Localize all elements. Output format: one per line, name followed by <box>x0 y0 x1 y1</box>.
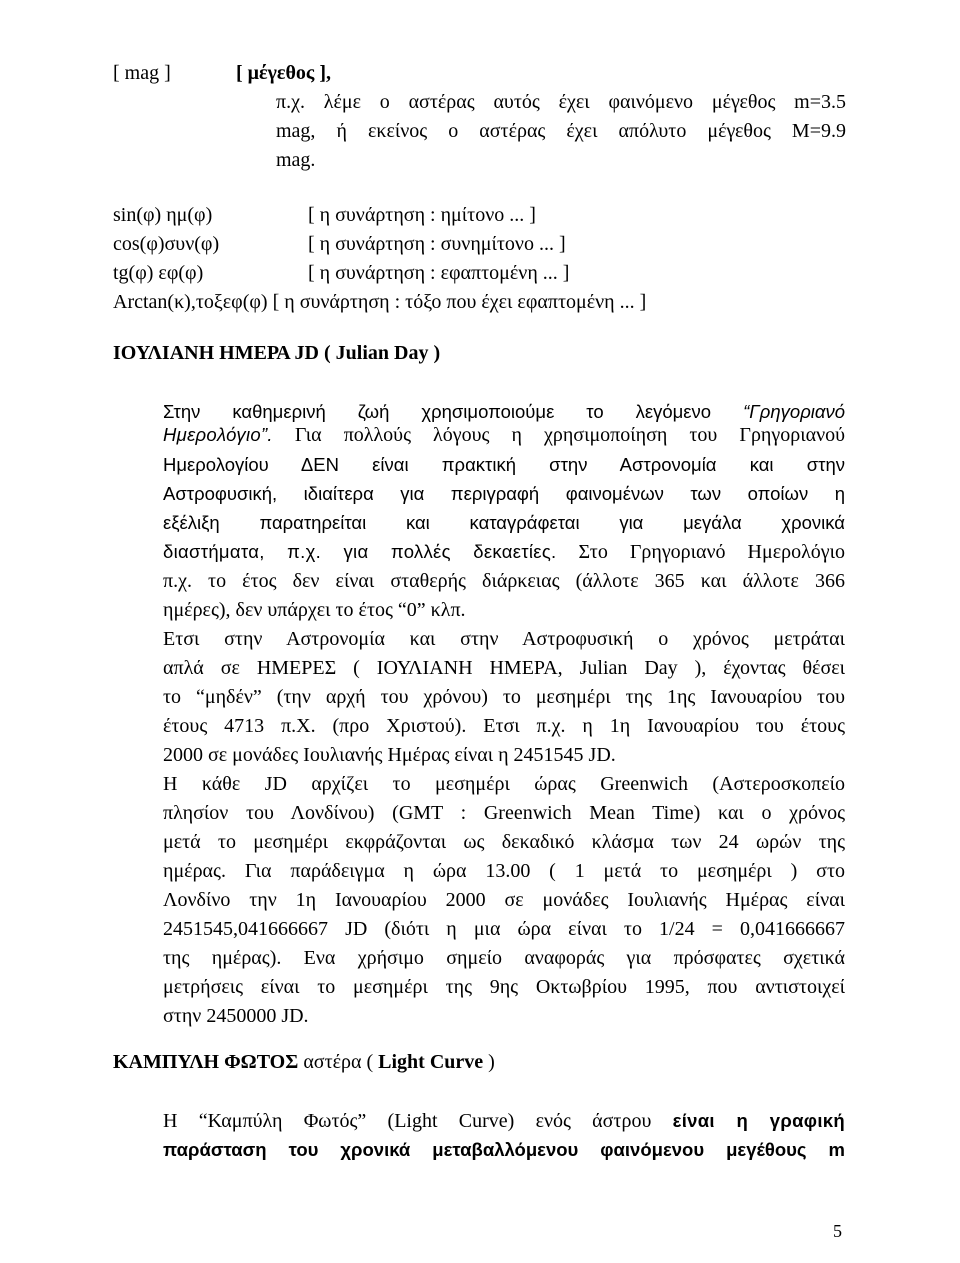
lightcurve-line-2: παράσταση του χρονικά μεταβαλλόμενου φαινόμενου μεγέθους m <box>163 1139 845 1160</box>
julian-p1-line-4: Αστροφυσική, ιδιαίτερα για περιγραφή φαινομένων των οποίων η <box>163 483 845 504</box>
mag-term: [ μέγεθος ], <box>236 62 331 84</box>
julian-p2-line-2: απλά σε ΗΜΕΡΕΣ ( ΙΟΥΛΙΑΝΗ ΗΜΕΡΑ, Julian Day ), έχοντας θέσει <box>163 657 845 679</box>
func-sin-name: sin(φ) ημ(φ) <box>113 204 213 226</box>
julian-p1-l6-text: Στο Γρηγοριανό Ημερολόγιο <box>578 541 846 563</box>
lightcurve-heading <box>113 1051 495 1074</box>
lightcurve-heading-text: αστέρα ( <box>303 1051 374 1073</box>
lightcurve-heading-term: Light Curve <box>378 1051 484 1073</box>
page-number: 5 <box>833 1221 842 1241</box>
func-cos-desc: [ η συνάρτηση : συνημίτονο ... ] <box>308 233 566 255</box>
lightcurve-l1-text: Η “Καμπύλη Φωτός” (Light Curve) ενός άστρου <box>163 1110 652 1132</box>
lightcurve-heading-bold: ΚΑΜΠΥΛΗ ΦΩΤΟΣ <box>113 1051 299 1073</box>
mag-label: [ mag ] <box>113 62 171 84</box>
julian-p3-line-5: Λονδίνο την 1η Ιανουαρίου 2000 σε μονάδες Ιουλιανής Ημέρας είναι <box>163 889 845 911</box>
julian-p3-line-6: 2451545,041666667 JD (διότι η μια ώρα είναι το 1/24 = 0,041666667 <box>163 918 845 940</box>
julian-p3-line-1: Η κάθε JD αρχίζει το μεσημέρι ώρας Greenwich (Αστεροσκοπείο <box>163 773 845 795</box>
mag-line-2: mag, ή εκείνος ο αστέρας έχει απόλυτο μέγεθος M=9.9 <box>276 120 846 142</box>
func-sin-desc: [ η συνάρτηση : ημίτονο ... ] <box>308 204 536 226</box>
julian-p3-line-3: μετά το μεσημέρι εκφράζονται ως δεκαδικό κλάσμα των 24 ωρών της <box>163 831 845 853</box>
func-arctan: Arctan(κ),τοξεφ(φ) [ η συνάρτηση : τόξο που έχει εφαπτομένη ... ] <box>113 291 647 313</box>
mag-line-1: π.χ. λέμε ο αστέρας αυτός έχει φαινόμενο μέγεθος m=3.5 <box>276 91 846 113</box>
julian-p3-line-4: ημέρας. Για παράδειγμα η ώρα 13.00 ( 1 μετά το μεσημέρι ) στο <box>163 860 845 882</box>
julian-p2-line-4: έτους 4713 π.Χ. (προ Χριστού). Ετσι π.χ. η 1η Ιανουαρίου του έτους <box>163 715 845 737</box>
julian-p1-l1-text: Στην καθημερινή ζωή χρησιμοποιούμε το λεγόμενο <box>163 401 712 422</box>
julian-p1-l2-text: Για πολλούς λόγους η χρησιμοποίηση του Γρηγοριανού <box>294 424 846 446</box>
julian-p1-line-8: ημέρες), δεν υπάρχει το έτος “0” κλπ. <box>163 599 466 621</box>
julian-p1-line-7: π.χ. το έτος δεν είναι σταθερής διάρκειας (άλλοτε 365 και άλλοτε 366 <box>163 570 845 592</box>
julian-p1-l1-italic: “Γρηγοριανό <box>743 401 845 422</box>
julian-p3-line-9: στην 2450000 JD. <box>163 1005 309 1027</box>
julian-p2-line-3: το “μηδέν” (την αρχή του χρόνου) το μεσημέρι της 1ης Ιανουαρίου του <box>163 686 845 708</box>
julian-p1-line-3: Ημερολογίου ΔΕΝ είναι πρακτική στην Αστρονομία και στην <box>163 454 845 475</box>
lightcurve-heading-close: ) <box>488 1051 495 1073</box>
func-tg-desc: [ η συνάρτηση : εφαπτομένη ... ] <box>308 262 570 284</box>
julian-p2-line-5: 2000 σε μονάδες Ιουλιανής Ημέρας είναι η 2451545 JD. <box>163 744 616 766</box>
julian-p1-l2-italic: Ημερολόγιο”. <box>163 424 273 445</box>
lightcurve-line-1 <box>163 1106 845 1136</box>
lightcurve-l1-bold: είναι η γραφική <box>672 1110 845 1131</box>
julian-p3-line-8: μετρήσεις είναι το μεσημέρι της 9ης Οκτωβρίου 1995, που αντιστοιχεί <box>163 976 845 998</box>
func-cos-name: cos(φ)συν(φ) <box>113 233 220 255</box>
julian-p1-l6-sans: διαστήματα, π.χ. για πολλές δεκαετίες. <box>163 541 557 562</box>
func-tg-name: tg(φ) εφ(φ) <box>113 262 204 284</box>
julian-p3-line-7: της ημέρας). Ενα χρήσιμο σημείο αναφοράς για πρόσφατες σχετικά <box>163 947 845 969</box>
mag-line-3: mag. <box>276 149 316 171</box>
julian-p1-line-5: εξέλιξη παρατηρείται και καταγράφεται για μεγάλα χρονικά <box>163 512 845 533</box>
julian-p3-line-2: πλησίον του Λονδίνου) (GMT : Greenwich Mean Time) και ο χρόνος <box>163 802 845 824</box>
julian-p1-line-2 <box>163 420 845 450</box>
julian-p2-line-1: Ετσι στην Αστρονομία και στην Αστροφυσική ο χρόνος μετράται <box>163 628 845 650</box>
julian-heading: ΙΟΥΛΙΑΝΗ ΗΜΕΡΑ JD ( Julian Day ) <box>113 342 441 364</box>
julian-p1-line-6 <box>163 537 845 567</box>
